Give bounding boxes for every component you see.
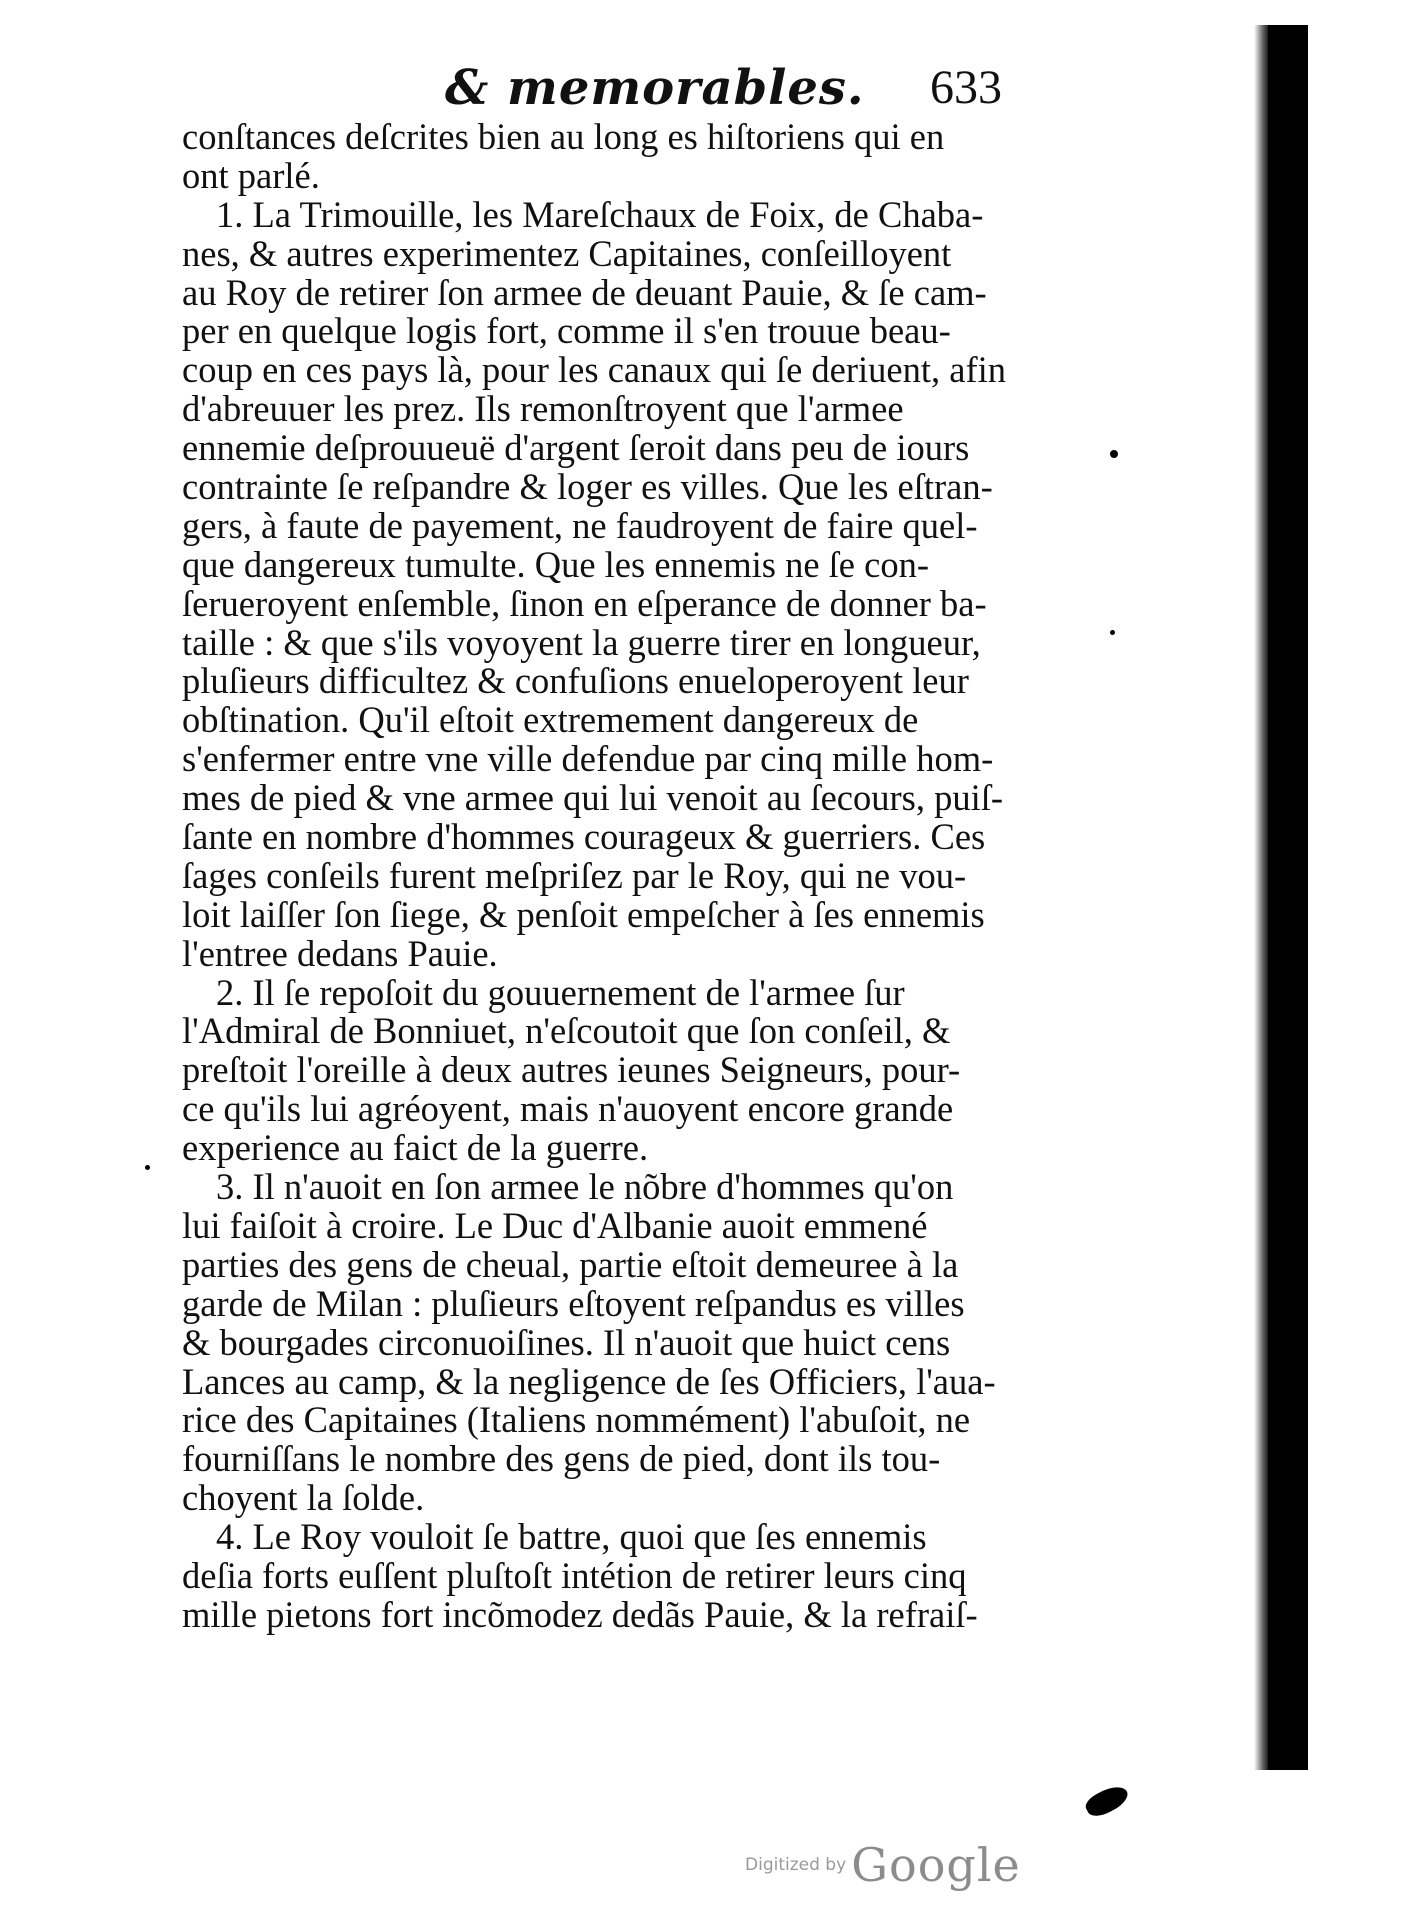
text-line: ſante en nombre d'hommes courageux & guerriers. Ces	[182, 816, 986, 858]
text-line: obſtination. Qu'il eſtoit extremement dangereux de	[182, 699, 919, 741]
text-line: deſia forts euſſent pluſtoſt intétion de retirer leurs cinq	[182, 1554, 967, 1596]
running-title: & memorables.	[445, 60, 865, 116]
text-line: preſtoit l'oreille à deux autres ieunes Seigneurs, pour-	[182, 1049, 961, 1091]
google-logo: Google	[851, 1838, 1021, 1892]
ink-speck	[1110, 630, 1115, 635]
text-line: & bourgades circonuoiſines. Il n'auoit que huict cens	[182, 1321, 951, 1363]
text-line: conſtances deſcrites bien au long es hiſtoriens qui en	[182, 116, 945, 157]
text-line: taille : & que s'ils voyoyent la guerre tirer en longueur,	[182, 621, 981, 663]
ink-speck	[1110, 450, 1118, 458]
text-line: l'Admiral de Bonniuet, n'eſcoutoit que ſon conſeil, &	[182, 1010, 951, 1052]
text-line: ſages conſeils furent meſpriſez par le Roy, qui ne vou-	[182, 854, 967, 896]
text-line: per en quelque logis fort, comme il s'en trouue beau-	[182, 310, 951, 352]
text-line: gers, à faute de payement, ne faudroyent de faire quel-	[182, 504, 978, 546]
text-line: 2. Il ſe repoſoit du gouuernement de l'armee ſur	[216, 971, 905, 1013]
text-line: ſerueroyent enſemble, ſinon en eſperance de donner ba-	[182, 582, 987, 624]
text-line: 3. Il n'auoit en ſon armee le nõbre d'hommes qu'on	[216, 1166, 954, 1208]
text-line: loit laiſſer ſon ſiege, & penſoit empeſcher à ſes ennemis	[182, 893, 985, 935]
text-line: ce qu'ils lui agréoyent, mais n'auoyent encore grande	[182, 1088, 954, 1130]
text-line: d'abreuuer les prez. Ils remonſtroyent que l'armee	[182, 388, 904, 430]
text-line: experience au faict de la guerre.	[182, 1127, 649, 1169]
text-line: ont parlé.	[182, 154, 320, 196]
text-line: 1. La Trimouille, les Mareſchaux de Foix, de Chaba-	[216, 193, 984, 235]
page-spine	[1268, 25, 1308, 1770]
page-number: 633	[930, 61, 1002, 114]
text-line: fourniſſans le nombre des gens de pied, dont ils tou-	[182, 1438, 941, 1480]
text-line: pluſieurs difficultez & confuſions enueloperoyent leur	[182, 660, 969, 702]
text-line: l'entree dedans Pauie.	[182, 932, 498, 974]
text-line: que dangereux tumulte. Que les ennemis ne ſe con-	[182, 543, 929, 585]
text-line: parties des gens de cheual, partie eſtoit demeuree à la	[182, 1243, 959, 1285]
text-line: contrainte ſe reſpandre & loger es villes. Que les eſtran-	[182, 466, 993, 508]
body-text	[182, 118, 1027, 1635]
ink-speck	[145, 1165, 150, 1170]
text-line: au Roy de retirer ſon armee de deuant Pauie, & ſe cam-	[182, 271, 987, 313]
text-line: mille pietons fort incõmodez dedãs Pauie, & la refraiſ-	[182, 1593, 978, 1635]
text-line: rice des Capitaines (Italiens nommément) l'abuſoit, ne	[182, 1399, 971, 1441]
watermark-prefix: Digitized by	[745, 1855, 847, 1875]
text-line: coup en ces pays là, pour les canaux qui ſe deriuent, afin	[182, 349, 1006, 391]
text-line: s'enfermer entre vne ville defendue par cinq mille hom-	[182, 738, 994, 780]
text-line: 4. Le Roy vouloit ſe battre, quoi que ſes ennemis	[216, 1516, 927, 1558]
text-line: Lances au camp, & la negligence de ſes Officiers, l'aua-	[182, 1360, 996, 1402]
text-line: choyent la ſolde.	[182, 1477, 425, 1519]
digitization-watermark	[745, 1838, 1021, 1892]
text-line: nes, & autres experimentez Capitaines, conſeilloyent	[182, 232, 952, 274]
text-line: mes de pied & vne armee qui lui venoit au ſecours, puiſ-	[182, 777, 1004, 819]
text-line: ennemie deſprouueuë d'argent ſeroit dans peu de iours	[182, 427, 970, 469]
text-line: lui faiſoit à croire. Le Duc d'Albanie auoit emmené	[182, 1204, 928, 1246]
text-line: garde de Milan : pluſieurs eſtoyent reſpandus es villes	[182, 1282, 965, 1324]
ink-smudge	[1082, 1781, 1131, 1821]
